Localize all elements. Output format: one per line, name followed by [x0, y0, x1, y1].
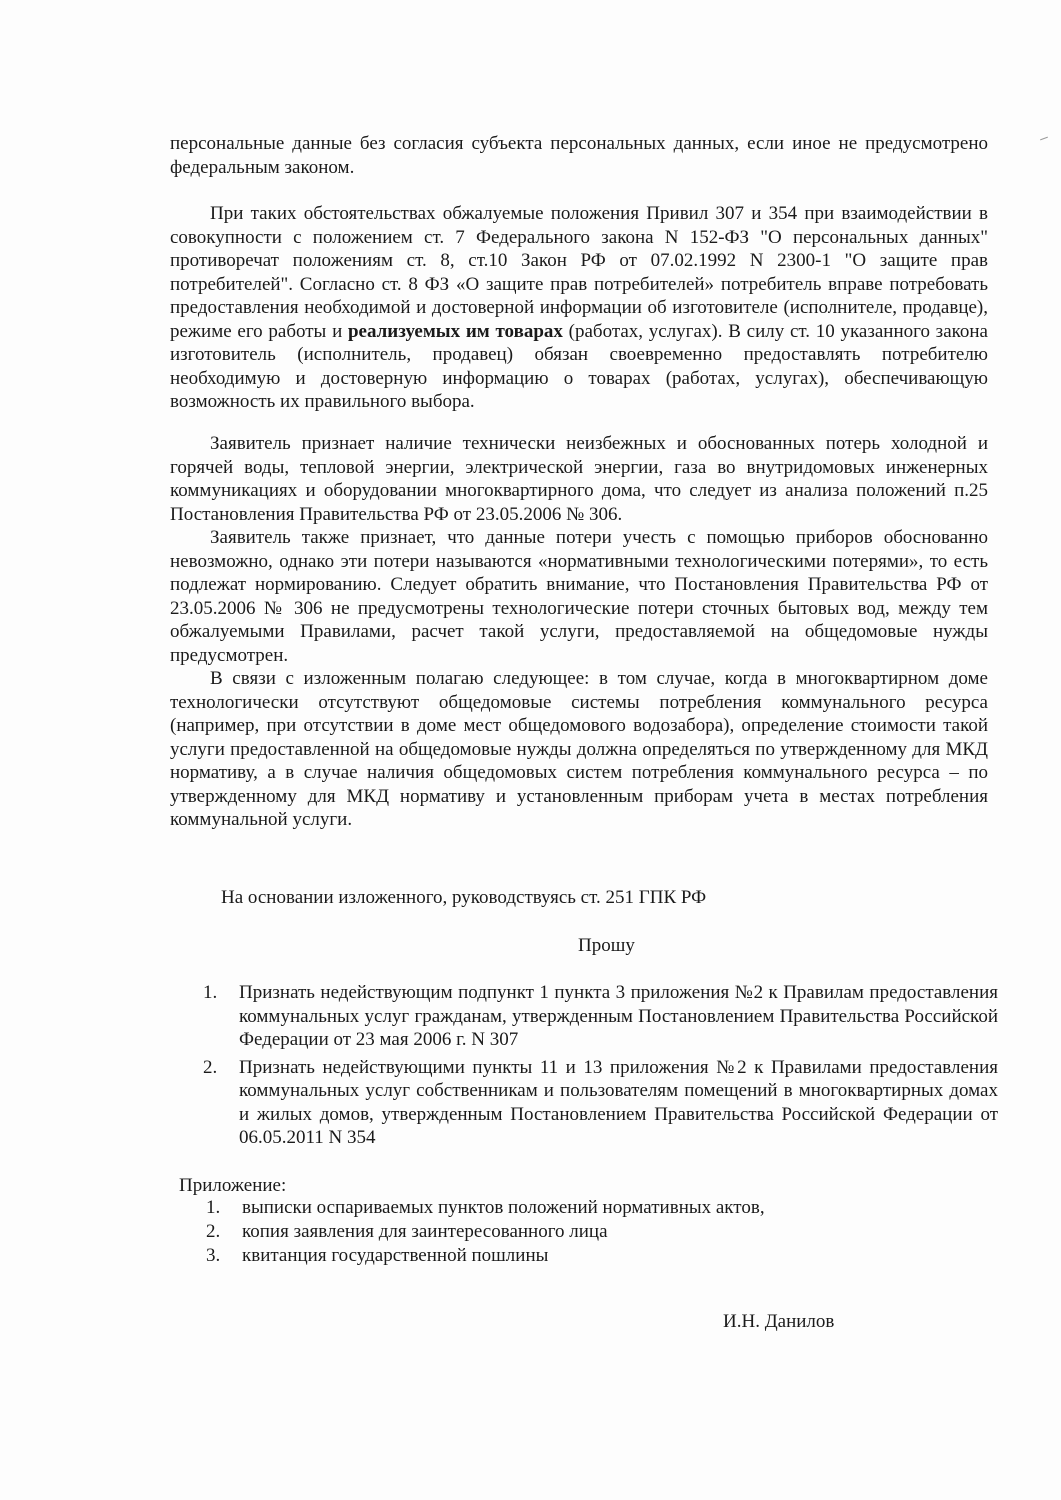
- paragraph-block-2: [170, 202, 988, 414]
- attachment-text: копия заявления для заинтересованного лица: [242, 1221, 608, 1242]
- request-text: Признать недействующими пункты 11 и 13 приложения №2 к Правилами предоставления коммунальных услуг собственникам и пользователям помещений в многоквартирных домах и жилых домов, утвержденным Постановлением Правительства Российской Федерации от 06.05.2011 N 354: [239, 1056, 998, 1148]
- attachment-item: [206, 1196, 765, 1220]
- attachment-text: квитанция государственной пошлины: [242, 1245, 549, 1266]
- paragraph-4: Заявитель также признает, что данные потери учесть с помощью приборов обоснованно невозможно, однако эти потери называются «нормативными технологическими потерями», то есть подлежат нормированию. Следует обратить внимание, что Постановления Правительства РФ от 23.05.2006 № 306 не предусмотрены технологические потери сточных бытовых вод, между тем обжалуемыми Правилами, расчет такой услуги, предоставляемой на общедомовые нужды предусмотрен.: [170, 527, 988, 666]
- paragraph-continuation: [170, 132, 988, 179]
- request-list: [203, 981, 998, 1154]
- paragraph-3: Заявитель признает наличие технически неизбежных и обоснованных потерь холодной и горячей воды, тепловой энергии, электрической энергии, газа во внутридомовых инженерных коммуникациях и оборудовании многоквартирного дома, что следует из анализа положений п.25 Постановления Правительства РФ от 23.05.2006 № 306.: [170, 433, 988, 525]
- attachment-text: выписки оспариваемых пунктов положений нормативных актов,: [242, 1197, 765, 1218]
- request-item: [203, 1056, 998, 1150]
- request-text: Признать недействующим подпункт 1 пункта 3 приложения №2 к Правилам предоставления коммунальных услуг гражданам, утвержденным Постановлением Правительства Российской Федерации от 23 мая 2006 г. N 307: [239, 982, 998, 1050]
- paragraph-block-3: [170, 432, 988, 832]
- signature-name: И.Н. Данилов: [723, 1311, 835, 1332]
- attachments-list: [206, 1196, 765, 1268]
- attachment-item: [206, 1244, 765, 1268]
- attachment-number: 3.: [206, 1245, 221, 1266]
- request-number: 2.: [203, 1056, 218, 1078]
- attachment-number: 1.: [206, 1197, 221, 1218]
- request-heading: Прошу: [578, 935, 635, 956]
- attachment-number: 2.: [206, 1221, 221, 1242]
- paragraph-2-bold: реализуемых им товарах: [347, 320, 563, 342]
- request-number: 1.: [203, 982, 218, 1003]
- scan-speck: [1040, 137, 1048, 141]
- paragraph-5: В связи с изложенным полагаю следующее: в том случае, когда в многоквартирном доме технологически отсутствуют общедомовые системы потребления коммунального ресурса (например, при отсутствии в доме мест общедомового водозабора), определение стоимости такой услуги предоставленной на общедомовые нужды должна определяться по утвержденному для МКД нормативу, а в случае наличия общедомовых систем потребления коммунального ресурса – по утвержденному для МКД нормативу и установленным приборам учета в местах потребления коммунальной услуги.: [170, 668, 988, 830]
- request-item: [203, 981, 998, 1052]
- attachment-item: [206, 1220, 765, 1244]
- paragraph-1: персональные данные без согласия субъекта персональных данных, если иное не предусмотрено федеральным законом.: [170, 133, 988, 178]
- paragraph-2-part-b: (работах, услугах). В силу ст. 10 указанного закона изготовитель (исполнитель, продавец) обязан своевременно предоставлять потребителю необходимую и достоверную информацию о товарах (работах, услугах), обеспечивающую возможность их правильного выбора.: [170, 320, 988, 412]
- attachments-label: Приложение:: [179, 1175, 287, 1196]
- paragraph-2: [170, 202, 988, 414]
- paragraph-2-part-a: При таких обстоятельствах обжалуемые положения Привил 307 и 354 при взаимодействии в совокупности с положением ст. 7 Федерального закона N 152-ФЗ "О персональных данных" противоречат положениям ст. 8, ст.10 Закон РФ от 07.02.1992 N 2300-1 "О защите прав потребителей". Согласно ст. 8 ФЗ «О защите прав потребителей» потребитель вправе потребовать предоставления необходимой и достоверной информации об изготовителе (исполнителе, продавце), режиме его работы и: [170, 203, 988, 342]
- basis-line: На основании изложенного, руководствуясь ст. 251 ГПК РФ: [221, 887, 707, 908]
